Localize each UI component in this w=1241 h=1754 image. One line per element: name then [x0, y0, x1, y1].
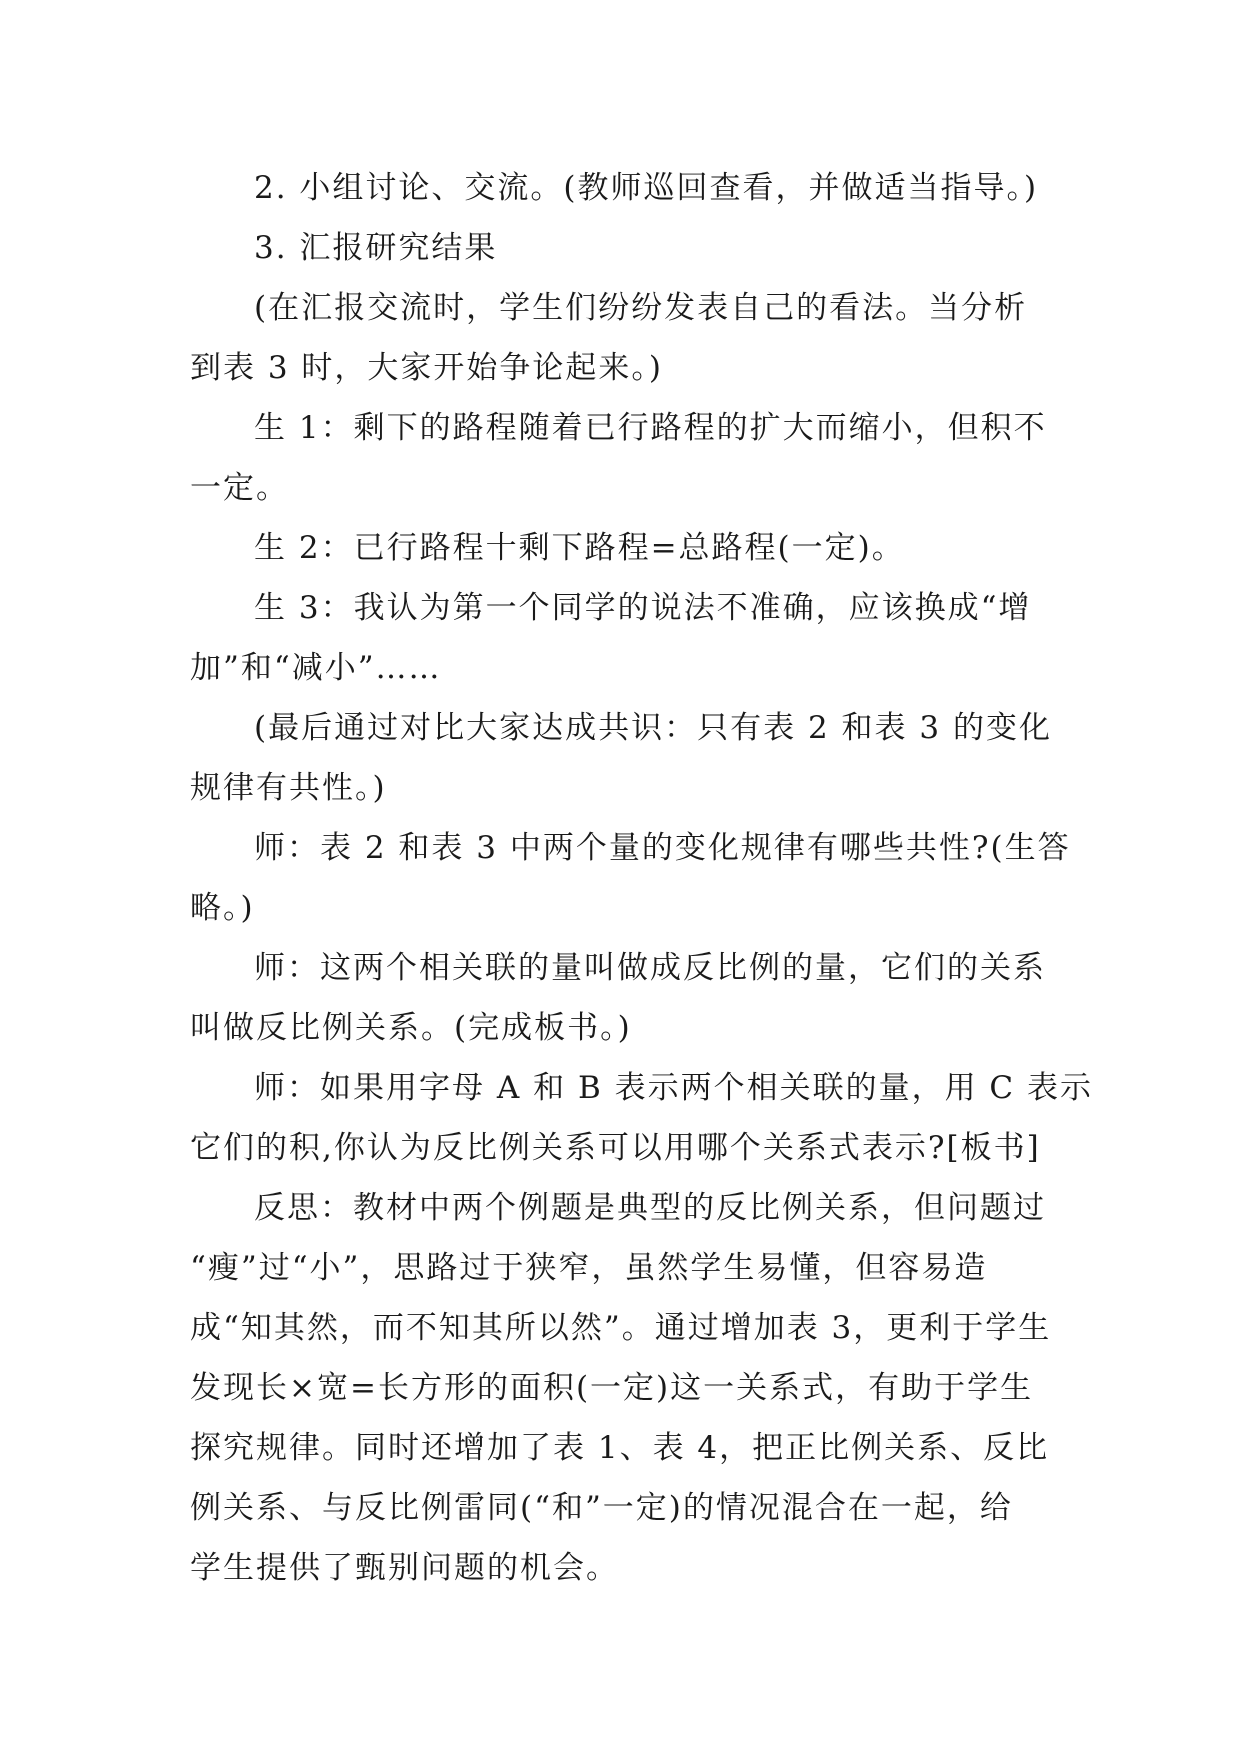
text-line-15: 叫做反比例关系。(完成板书。) — [190, 1010, 632, 1046]
text-line-8: 生 3：我认为第一个同学的说法不准确，应该换成“增 — [254, 590, 1032, 626]
text-line-7: 生 2：已行路程十剩下路程=总路程(一定)。 — [254, 530, 905, 566]
text-line-23: 例关系、与反比例雷同(“和”一定)的情况混合在一起，给 — [190, 1490, 1013, 1526]
text-line-3: (在汇报交流时，学生们纷纷发表自己的看法。当分析 — [254, 290, 1028, 326]
text-line-12: 师：表 2 和表 3 中两个量的变化规律有哪些共性?(生答 — [254, 830, 1071, 866]
text-line-16: 师：如果用字母 A 和 B 表示两个相关联的量，用 C 表示 — [254, 1070, 1094, 1106]
text-line-24: 学生提供了甄别问题的机会。 — [190, 1550, 619, 1586]
text-line-21: 发现长×宽=长方形的面积(一定)这一关系式，有助于学生 — [190, 1370, 1034, 1406]
text-line-1: 2. 小组讨论、交流。(教师巡回查看，并做适当指导。) — [254, 170, 1039, 206]
text-line-18: 反思：教材中两个例题是典型的反比例关系，但问题过 — [254, 1190, 1046, 1226]
text-line-20: 成“知其然，而不知其所以然”。通过增加表 3，更利于学生 — [190, 1310, 1052, 1346]
text-line-9: 加”和“减小”…… — [190, 650, 442, 686]
text-line-6: 一定。 — [190, 470, 289, 506]
text-line-14: 师：这两个相关联的量叫做成反比例的量，它们的关系 — [254, 950, 1046, 986]
text-line-22: 探究规律。同时还增加了表 1、表 4，把正比例关系、反比 — [190, 1430, 1050, 1466]
text-line-19: “瘦”过“小”，思路过于狭窄，虽然学生易懂，但容易造 — [190, 1250, 988, 1286]
text-line-4: 到表 3 时，大家开始争论起来。) — [190, 350, 664, 386]
text-line-13: 略。) — [190, 890, 255, 926]
text-line-10: (最后通过对比大家达成共识：只有表 2 和表 3 的变化 — [254, 710, 1052, 746]
text-line-17: 它们的积,你认为反比例关系可以用哪个关系式表示?[板书] — [190, 1130, 1041, 1166]
text-line-11: 规律有共性。) — [190, 770, 387, 806]
text-line-2: 3. 汇报研究结果 — [254, 230, 498, 266]
text-line-5: 生 1：剩下的路程随着已行路程的扩大而缩小，但积不 — [254, 410, 1047, 446]
